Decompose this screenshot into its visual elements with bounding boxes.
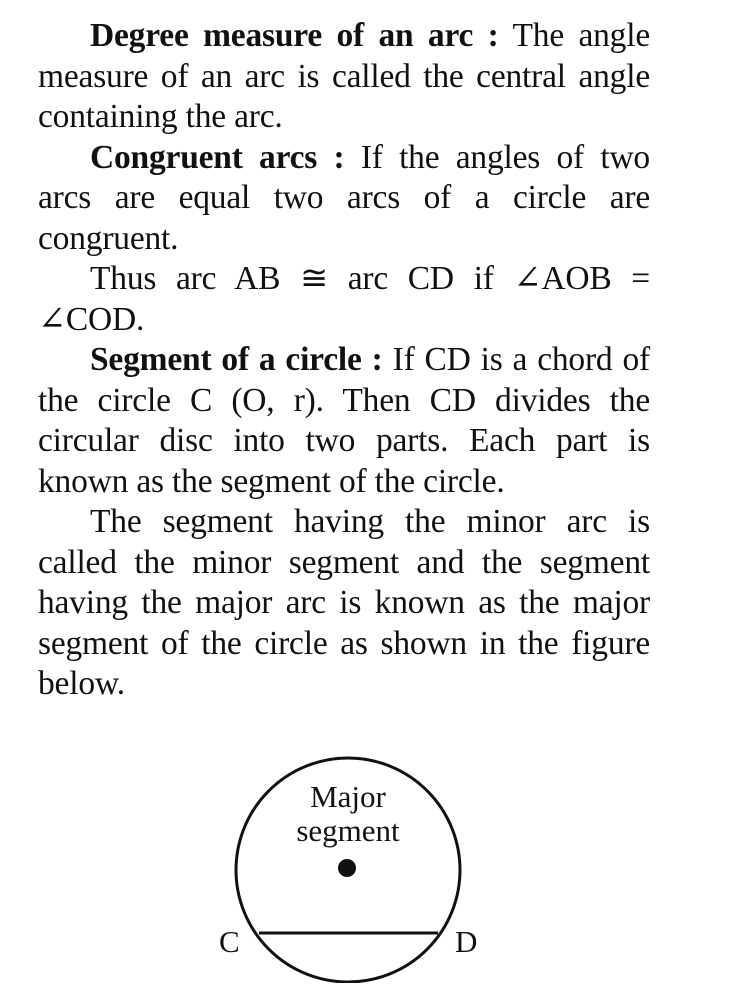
circle-outline bbox=[236, 758, 460, 982]
term-degree-measure: Degree measure of an arc : bbox=[90, 17, 499, 54]
text-minor-major-segment: The segment having the minor arc is called the minor segment and the segment having the major arc is known as the major segment of the circle as shown in the figure below. bbox=[38, 503, 650, 702]
major-segment-label bbox=[248, 780, 448, 848]
text-segment-of-circle: If CD is a chord of the circle C (O, r). Then CD divides the circular disc into two parts. Each part is known as the segment of the circle. bbox=[38, 341, 650, 500]
center-point bbox=[338, 859, 356, 877]
text-degree-measure: The angle measure of an arc is called the central angle containing the arc. bbox=[38, 17, 650, 135]
paragraph-minor-major-segment bbox=[38, 502, 650, 705]
point-d-label: D bbox=[455, 924, 478, 959]
paragraph-congruent-arcs bbox=[38, 138, 650, 260]
text-body bbox=[38, 16, 650, 705]
term-segment-of-circle: Segment of a circle : bbox=[90, 341, 383, 378]
point-c-label: C bbox=[219, 924, 240, 959]
major-segment-label-line1: Major bbox=[310, 779, 386, 814]
paragraph-degree-measure bbox=[38, 16, 650, 138]
paragraph-thus-congruent bbox=[38, 259, 650, 340]
text-congruent-arcs: If the angles of two arcs are equal two arcs of a circle are congruent. bbox=[38, 138, 650, 257]
major-segment-label-line2: segment bbox=[296, 813, 400, 848]
text-thus-congruent: Thus arc AB ≅ arc CD if ∠AOB = ∠COD. bbox=[38, 260, 650, 338]
paragraph-segment-of-circle bbox=[38, 340, 650, 502]
term-congruent-arcs: Congruent arcs : bbox=[90, 138, 345, 176]
